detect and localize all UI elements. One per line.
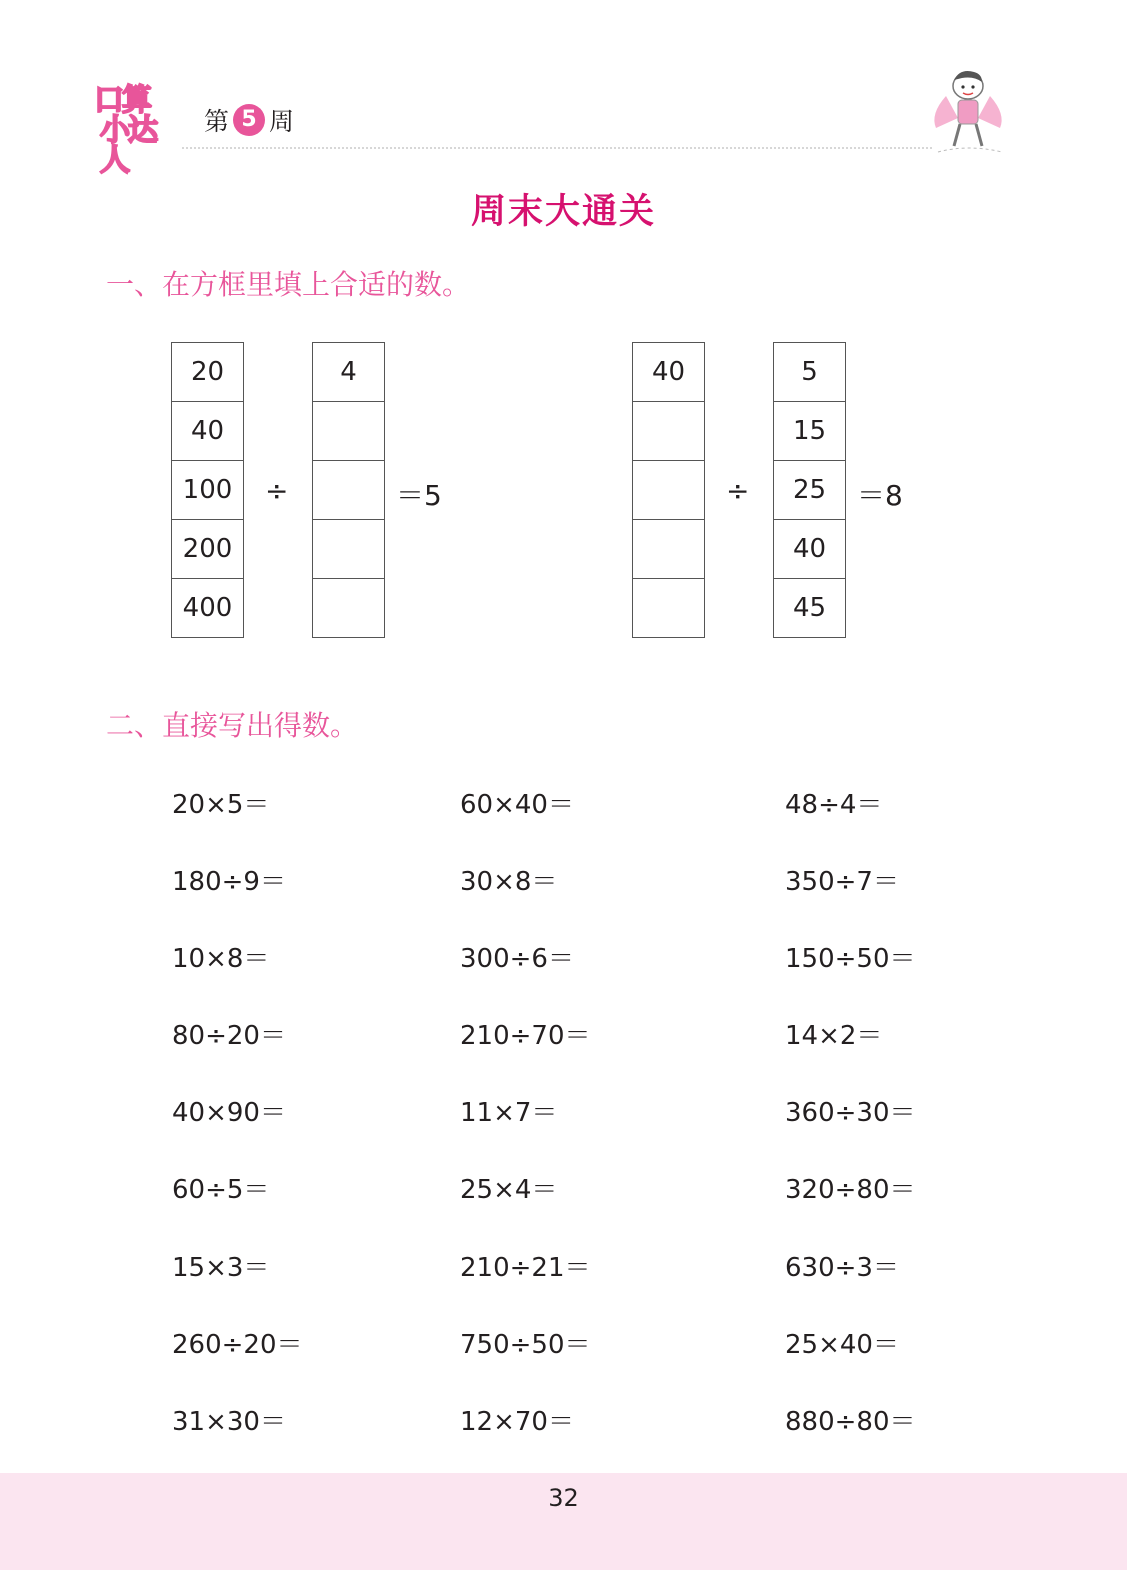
problem: 300÷6＝ [460,944,574,974]
equals-result: ＝8 [857,479,903,512]
left-divisor-column [312,342,385,638]
problem: 30×8＝ [460,867,558,897]
header-divider [182,147,932,149]
box-cell: 45 [792,593,827,623]
left-dividend-column [171,342,244,638]
problem: 320÷80＝ [785,1175,916,1205]
problem: 40×90＝ [172,1098,286,1128]
problem: 15×3＝ [172,1253,270,1283]
divide-operator: ÷ [265,474,289,507]
problem: 180÷9＝ [172,867,286,897]
week-suffix: 周 [269,107,295,136]
problem: 25×40＝ [785,1330,899,1360]
answer-box[interactable] [313,579,384,637]
section-1-heading: 一、在方框里填上合适的数。 [106,268,471,301]
problem: 31×30＝ [172,1407,286,1437]
problem: 20×5＝ [172,790,270,820]
problem: 11×7＝ [460,1098,558,1128]
problem: 12×70＝ [460,1407,574,1437]
equals-result: ＝5 [396,479,442,512]
logo [92,83,178,178]
problem: 48÷4＝ [785,790,883,820]
answer-box[interactable] [313,520,384,579]
box-cell: 4 [313,343,384,402]
answer-box[interactable] [633,461,704,520]
problem: 630÷3＝ [785,1253,899,1283]
mascot-illustration [918,66,1018,162]
right-divisor-column [773,342,846,638]
problem: 880÷80＝ [785,1407,916,1437]
problem: 210÷21＝ [460,1253,591,1283]
box-cell: 100 [172,461,243,520]
answer-box[interactable] [313,402,384,461]
problem: 60×40＝ [460,790,574,820]
week-label [204,104,294,136]
problem: 150÷50＝ [785,944,916,974]
problem: 80÷20＝ [172,1021,286,1051]
section-2-heading: 二、直接写出得数。 [106,709,359,742]
week-number-badge: 5 [233,104,265,136]
problem: 10×8＝ [172,944,270,974]
problem: 25×4＝ [460,1175,558,1205]
logo-line-1: 口算 [94,83,150,118]
problem: 210÷70＝ [460,1021,591,1051]
box-cell: 15 [774,402,845,461]
problem: 14×2＝ [785,1021,883,1051]
box-cell: 40 [633,343,704,402]
page-number: 32 [548,1484,579,1512]
divide-operator: ÷ [726,474,750,507]
box-cell: 20 [172,343,243,402]
logo-line-2: 小达人 [100,113,156,178]
box-cell: 25 [774,461,845,520]
box-cell: 5 [774,343,845,402]
box-cell: 40 [172,402,243,461]
page-title: 周末大通关 [470,192,656,232]
answer-box[interactable] [633,402,704,461]
problem: 260÷20＝ [172,1330,303,1360]
box-cell: 200 [172,520,243,579]
week-prefix: 第 [204,107,230,136]
box-cell: 400 [182,593,233,623]
problem: 750÷50＝ [460,1330,591,1360]
right-dividend-column [632,342,705,638]
answer-box[interactable] [633,579,704,637]
answer-box[interactable] [633,520,704,579]
answer-box[interactable] [313,461,384,520]
problem: 360÷30＝ [785,1098,916,1128]
box-cell: 40 [774,520,845,579]
problem: 60÷5＝ [172,1175,270,1205]
problem: 350÷7＝ [785,867,899,897]
